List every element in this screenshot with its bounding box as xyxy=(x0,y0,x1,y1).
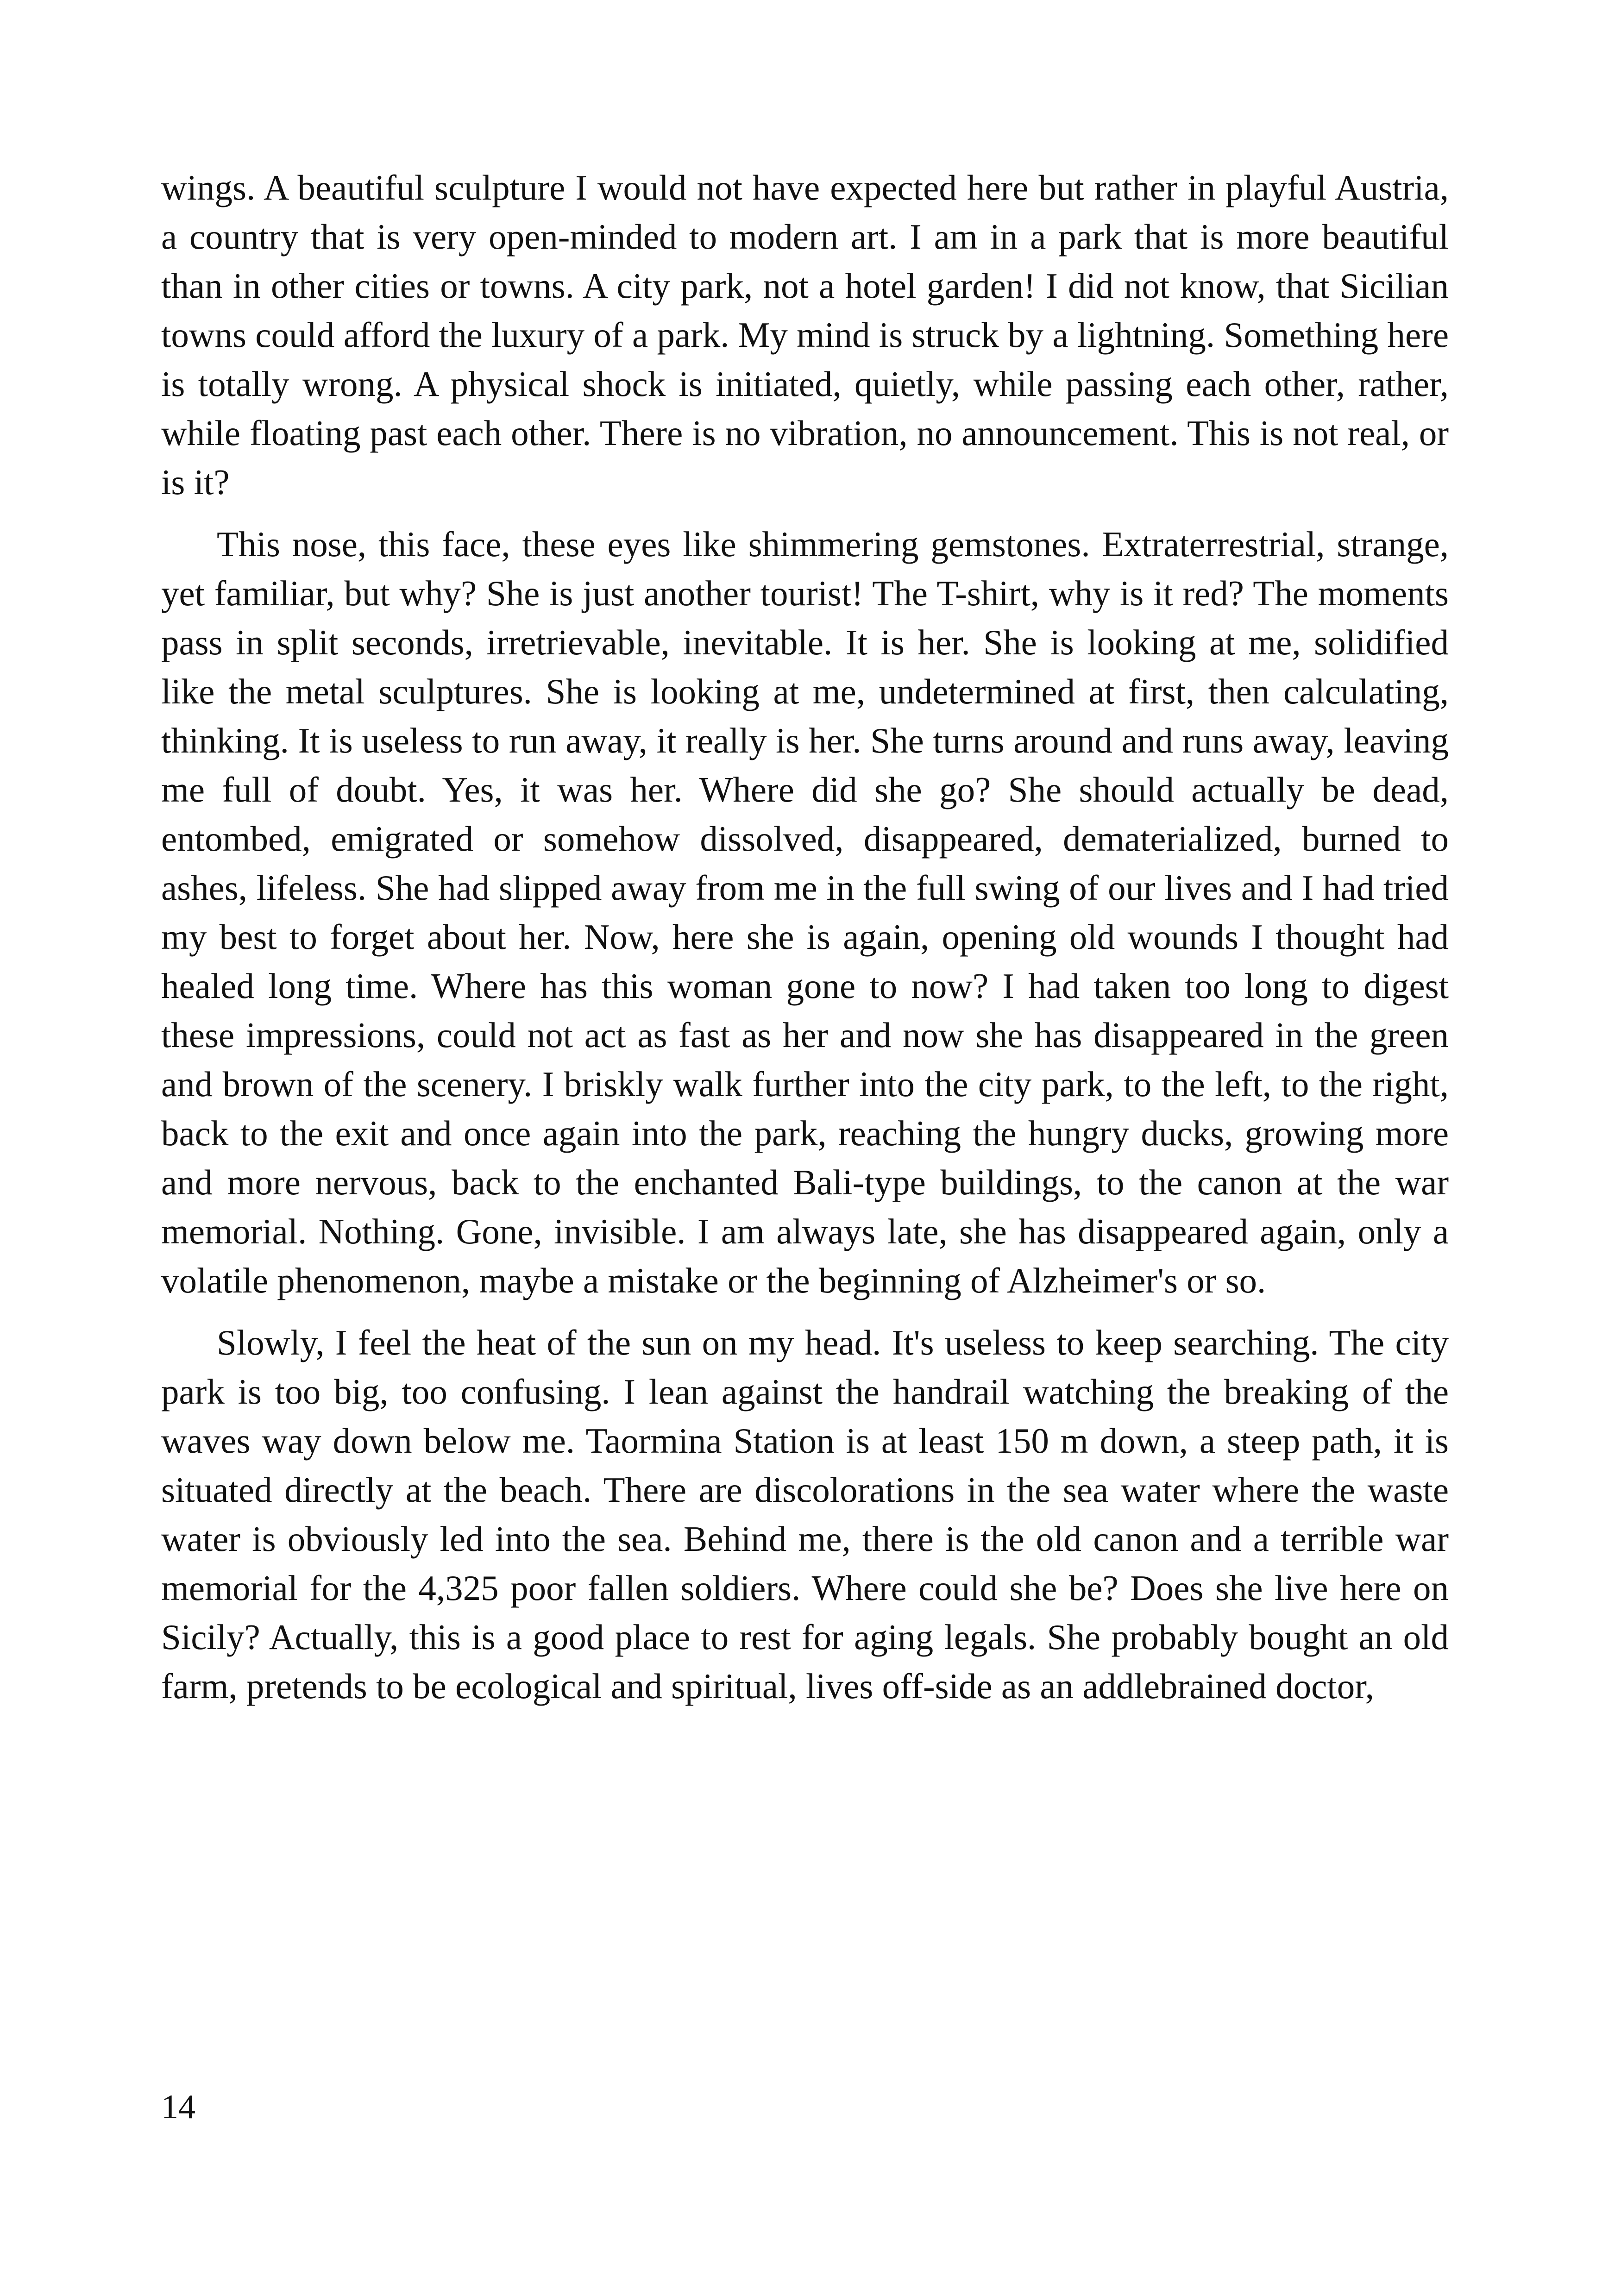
paragraph-3: Slowly, I feel the heat of the sun on my head. It's useless to keep searching. The city park is too big, too confusing. I lean against the handrail watching the breaking of the waves way down below me. Taormina Station is at least 150 m down, a steep path, it is situated directly at the beach. There are discolorations in the sea water where the waste water is obviously led into the sea. Behind me, there is the old canon and a terrible war memorial for the 4,325 poor fallen soldiers. Where could she be? Does she live here on Sicily? Actually, this is a good place to rest for aging legals. She probably bought an old farm, pretends to be ecological and spiritual, lives off-side as an addlebrained doctor, xyxy=(161,1323,1449,1706)
body-text xyxy=(161,163,1449,1711)
paragraph-1: wings. A beautiful sculpture I would not have expected here but rather in playful Austria, a country that is very open-minded to modern art. I am in a park that is more beautiful than in other cities or towns. A city park, not a hotel garden! I did not know, that Sicilian towns could afford the luxury of a park. My mind is struck by a lightning. Something here is totally wrong. A physical shock is initiated, quietly, while passing each other, rather, while floating past each other. There is no vibration, no announcement. This is not real, or is it? xyxy=(161,168,1449,502)
page-number: 14 xyxy=(161,2088,195,2126)
paragraph-2: This nose, this face, these eyes like shimmering gemstones. Extraterrestrial, strange, yet familiar, but why? She is just another tourist! The T-shirt, why is it red? The moments pass in split seconds, irretrievable, inevitable. It is her. She is looking at me, solidified like the metal sculptures. She is looking at me, undetermined at first, then calculating, thinking. It is useless to run away, it really is her. She turns around and runs away, leaving me full of doubt. Yes, it was her. Where did she go? She should actually be dead, entombed, emigrated or somehow dissolved, disappeared, dematerialized, burned to ashes, lifeless. She had slipped away from me in the full swing of our lives and I had tried my best to forget about her. Now, here she is again, opening old wounds I thought had healed long time. Where has this woman gone to now? I had taken too long to digest these impressions, could not act as fast as her and now she has disappeared in the green and brown of the scenery. I briskly walk further into the city park, to the left, to the right, back to the exit and once again into the park, reaching the hungry ducks, growing more and more nervous, back to the enchanted Bali-type buildings, to the canon at the war memorial. Nothing. Gone, invisible. I am always late, she has disappeared again, only a volatile phenomenon, maybe a mistake or the beginning of Alzheimer's or so. xyxy=(161,524,1449,1300)
